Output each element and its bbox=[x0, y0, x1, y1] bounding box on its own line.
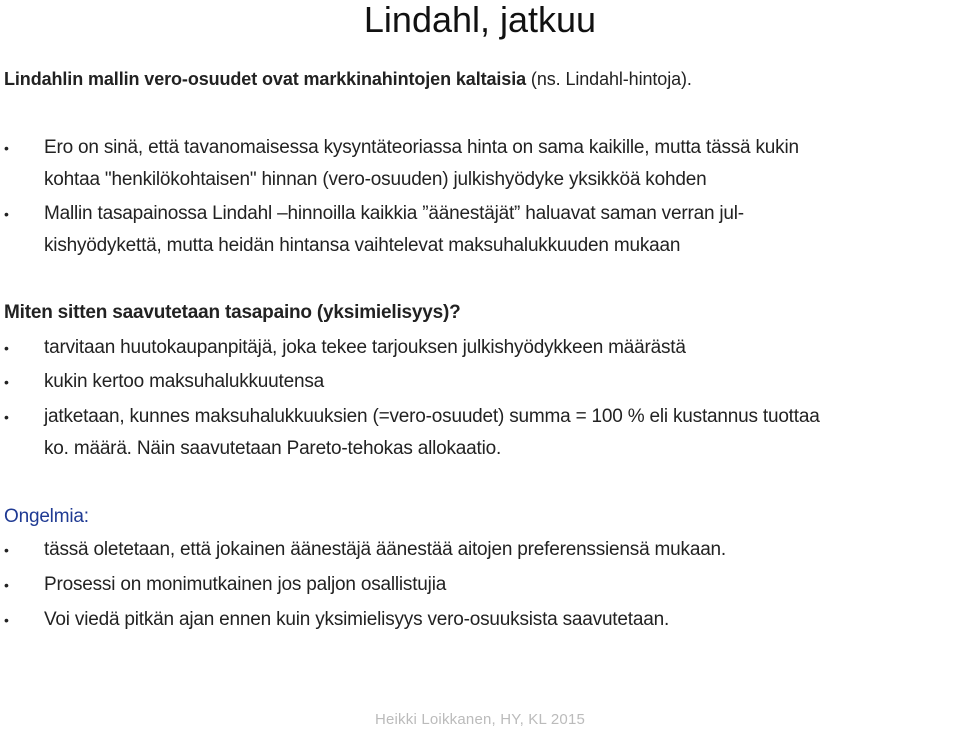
bullet-text-line: Ero on sinä, että tavanomaisessa kysyntäteoriassa hinta on sama kaikille, mutta tässä kukin bbox=[44, 137, 799, 158]
intro-rest: (ns. Lindahl-hintoja). bbox=[526, 69, 692, 89]
bullet-text-line: kukin kertoo maksuhalukkuutensa bbox=[44, 371, 325, 392]
bullet-icon: • bbox=[4, 577, 9, 593]
intro-line bbox=[4, 66, 692, 92]
bullet-text-line: kishyödykettä, mutta heidän hintansa vaihtelevat maksuhalukkuuden mukaan bbox=[44, 235, 681, 256]
bullet-icon: • bbox=[4, 140, 9, 156]
bullet-text-line: jatketaan, kunnes maksuhalukkuuksien (=vero-osuudet) summa = 100 % eli kustannus tuottaa bbox=[44, 406, 820, 427]
bullet-icon: • bbox=[4, 409, 9, 425]
bullet-icon: • bbox=[4, 340, 9, 356]
bullet-icon: • bbox=[4, 612, 9, 628]
slide-title: Lindahl, jatkuu bbox=[363, 0, 597, 40]
bullet-text-line: tässä oletetaan, että jokainen äänestäjä äänestää aitojen preferenssiensä mukaan. bbox=[44, 539, 727, 560]
section-heading: Ongelmia: bbox=[4, 506, 89, 527]
bullet-text-line: kohtaa "henkilökohtaisen" hinnan (vero-osuuden) julkishyödyke yksikköä kohden bbox=[44, 169, 707, 190]
slide-footer: Heikki Loikkanen, HY, KL 2015 bbox=[374, 711, 586, 728]
bullet-text-line: Mallin tasapainossa Lindahl –hinnoilla kaikkia ”äänestäjät” haluavat saman verran jul- bbox=[44, 203, 744, 224]
section-heading: Miten sitten saavutetaan tasapaino (yksimielisyys)? bbox=[4, 302, 461, 323]
bullet-icon: • bbox=[4, 542, 9, 558]
bullet-icon: • bbox=[4, 206, 9, 222]
bullet-icon: • bbox=[4, 374, 9, 390]
intro-bold: Lindahlin mallin vero-osuudet ovat markkinahintojen kaltaisia bbox=[4, 69, 527, 89]
bullet-text-line: tarvitaan huutokaupanpitäjä, joka tekee tarjouksen julkishyödykkeen määrästä bbox=[44, 337, 686, 358]
bullet-text-line: Voi viedä pitkän ajan ennen kuin yksimielisyys vero-osuuksista saavutetaan. bbox=[44, 609, 670, 630]
bullet-text-line: Prosessi on monimutkainen jos paljon osallistujia bbox=[44, 574, 447, 595]
bullet-text-line: ko. määrä. Näin saavutetaan Pareto-tehokas allokaatio. bbox=[44, 438, 502, 459]
